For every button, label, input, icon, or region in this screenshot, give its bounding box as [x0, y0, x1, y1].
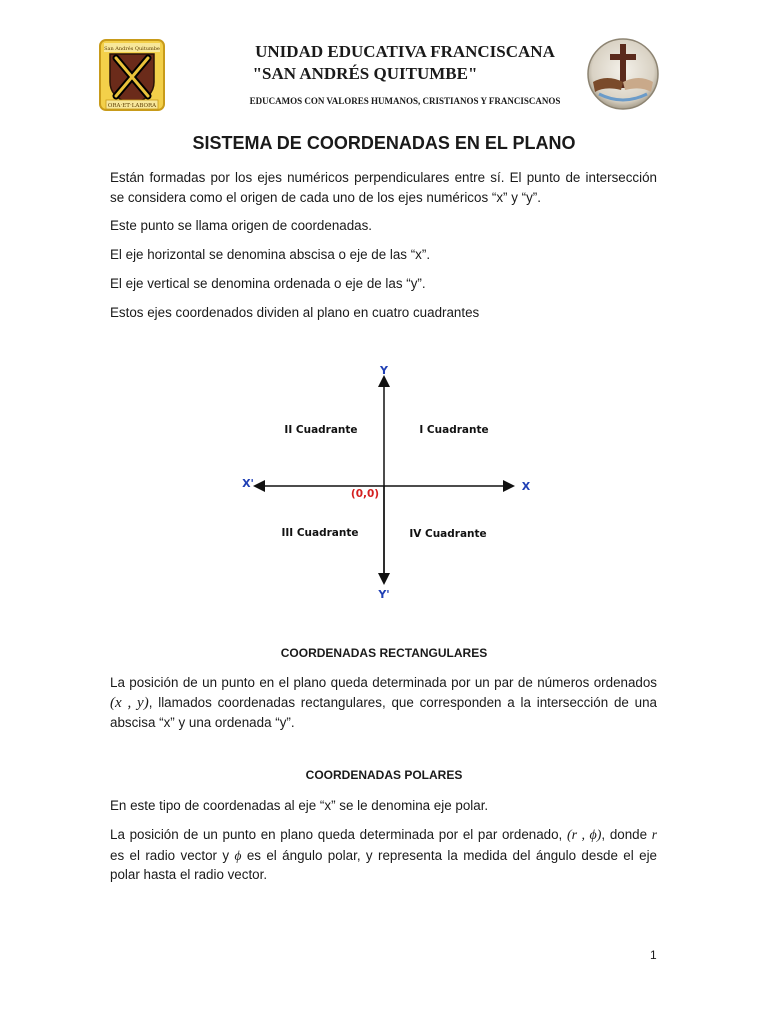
polar-paragraph-2 — [110, 825, 657, 885]
polar-math-r-phi: (r , ϕ) — [566, 828, 602, 843]
school-motto: EDUCAMOS CON VALORES HUMANOS, CRISTIANOS Y FRANCISCANOS — [249, 96, 561, 106]
coordinate-plane-diagram — [230, 360, 540, 605]
y-axis-label: Y — [380, 364, 388, 377]
intro-paragraph-4: El eje vertical se denomina ordenada o eje de las “y”. — [110, 276, 426, 291]
polar-text-a: La posición de un punto en plano queda determinada por el par ordenado, — [110, 827, 563, 842]
school-name-line2: "SAN ANDRÉS QUITUMBE" — [252, 64, 478, 83]
crest-bottom-text: ORA·ET·LABORA — [107, 103, 157, 109]
page-title: SISTEMA DE COORDENADAS EN EL PLANO — [192, 133, 576, 153]
polar-heading: COORDENADAS POLARES — [305, 768, 463, 782]
franciscan-emblem-logo — [585, 36, 661, 112]
school-name-line1: UNIDAD EDUCATIVA FRANCISCANA — [255, 42, 555, 61]
rectangular-text-b: , llamados coordenadas rectangulares, que corresponden a la intersección de una abscisa “x” y una ordenada “y”. — [110, 694, 657, 730]
quadrant-1-label: I Cuadrante — [419, 424, 489, 436]
polar-text-c: es el radio vector y — [110, 847, 230, 863]
rectangular-text-a: La posición de un punto en el plano queda determinada por un par de números ordenados — [110, 675, 657, 690]
polar-math-phi: ϕ — [234, 847, 242, 863]
polar-text-d: es el ángulo polar, y representa la medida del ángulo desde el eje polar hasta el radio vector. — [110, 847, 657, 882]
intro-paragraph-1: Están formadas por los ejes numéricos perpendiculares entre sí. El punto de intersección se considera como el origen de cada uno de los ejes numéricos “x” y “y”. — [110, 170, 657, 205]
rectangular-paragraph — [110, 673, 657, 733]
x-prime-axis-label: X' — [242, 477, 254, 490]
rectangular-heading: COORDENADAS RECTANGULARES — [280, 646, 488, 660]
polar-paragraph-1: En este tipo de coordenadas al eje “x” se le denomina eje polar. — [110, 798, 489, 813]
polar-text-b: , donde — [601, 827, 648, 842]
intro-paragraph-5: Estos ejes coordenados dividen al plano en cuatro cuadrantes — [110, 305, 480, 320]
quadrant-4-label: IV Cuadrante — [409, 528, 487, 540]
quadrant-3-label: III Cuadrante — [281, 527, 359, 539]
x-axis-label: X — [521, 480, 531, 493]
origin-label: (0,0) — [350, 488, 380, 500]
crest-top-text: San Andrés Quitumbe — [104, 46, 160, 52]
y-prime-axis-label: Y' — [378, 588, 390, 601]
polar-math-r: r — [651, 827, 657, 842]
quadrant-2-label: II Cuadrante — [284, 424, 358, 436]
intro-paragraph-2: Este punto se llama origen de coordenadas. — [110, 218, 373, 233]
rectangular-math-xy: (x , y) — [110, 694, 149, 711]
intro-paragraph-3: El eje horizontal se denomina abscisa o eje de las “x”. — [110, 247, 431, 262]
page-number: 1 — [650, 948, 657, 962]
